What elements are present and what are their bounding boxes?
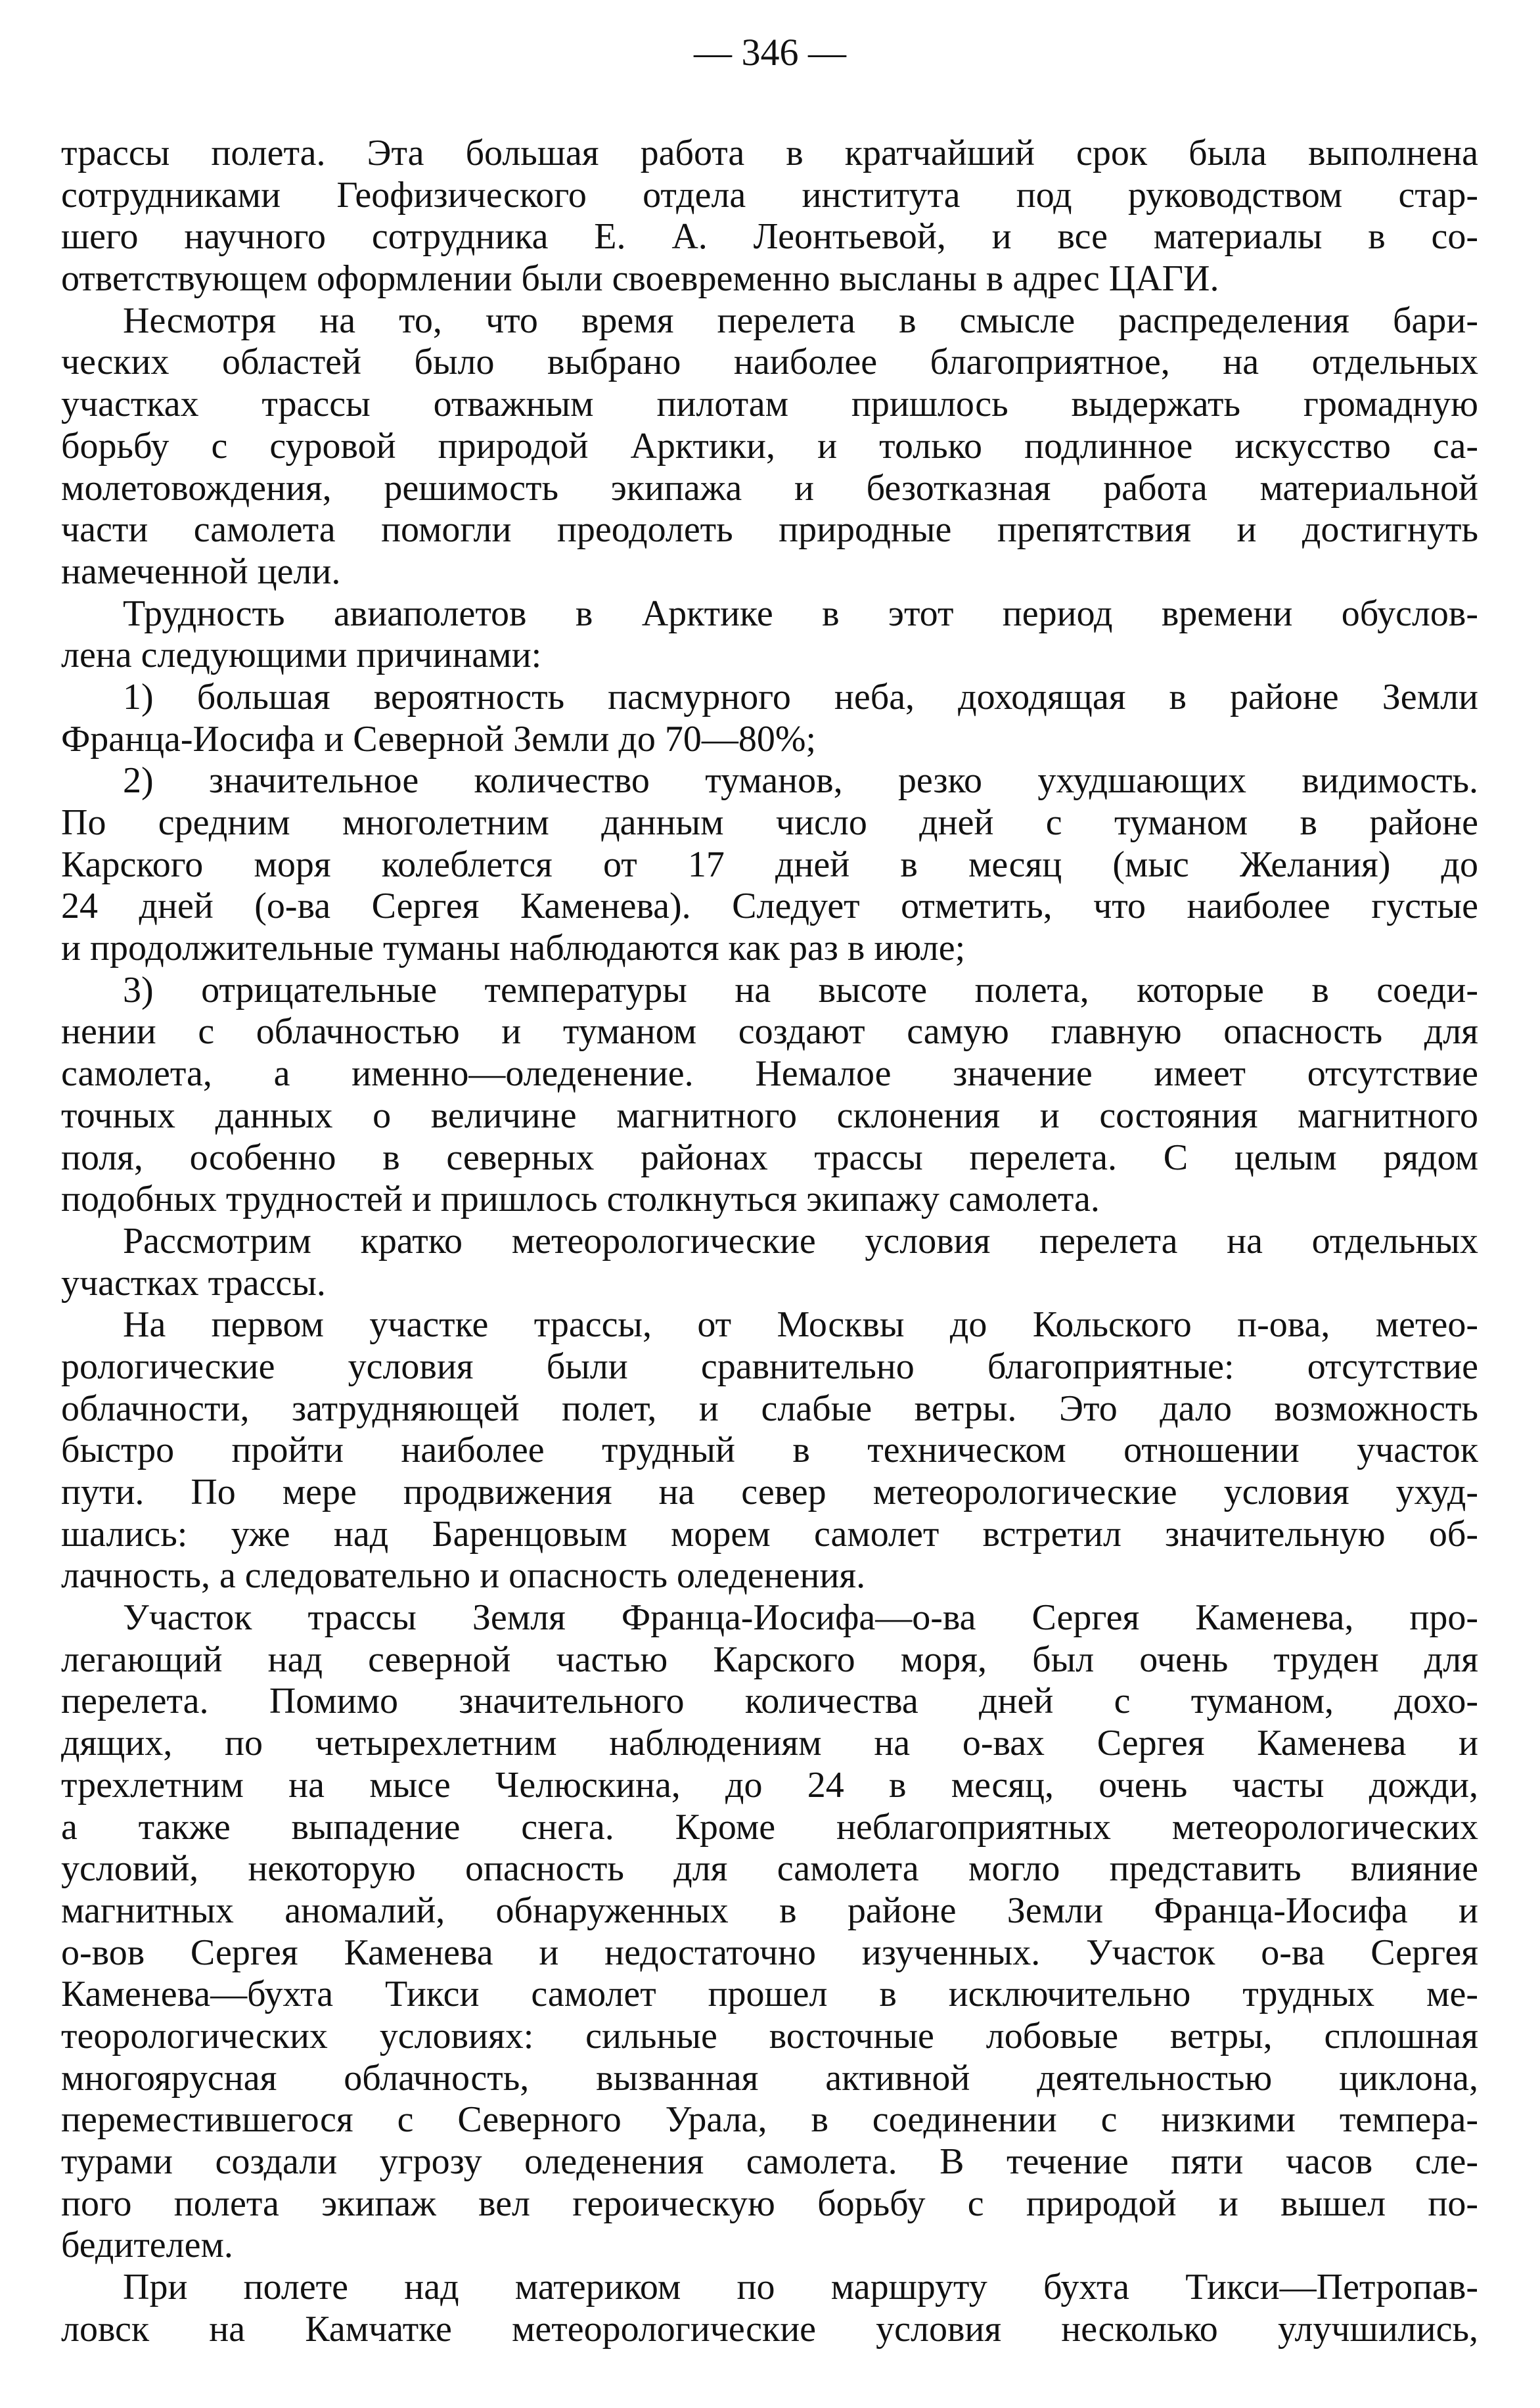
text-line: самолета, а именно—оледенение. Немалое значение имеет отсутствие (61, 1053, 1478, 1095)
paragraph (61, 300, 1478, 593)
text-line: 24 дней (о-ва Сергея Каменева). Следует отметить, что наиболее густые (61, 886, 1478, 927)
text-line: борьбу с суровой природой Арктики, и только подлинное искусство са- (61, 425, 1478, 466)
text-line: При полете над материком по маршруту бухта Тикси—Петропав- (123, 2267, 1478, 2308)
paragraph (61, 1304, 1478, 1597)
paragraph (61, 1597, 1478, 2267)
page-number: — 346 — (694, 31, 846, 74)
text-line: Несмотря на то, что время перелета в смысле распределения бари- (123, 300, 1478, 341)
text-line: Карского моря колеблется от 17 дней в месяц (мыс Желания) до (61, 844, 1478, 885)
body-text (61, 133, 1478, 2350)
text-line: Участок трассы Земля Франца-Иосифа—о-ва Сергея Каменева, про- (123, 1597, 1478, 1639)
text-line: о-вов Сергея Каменева и недостаточно изученных. Участок о-ва Сергея (61, 1932, 1478, 1973)
text-line: быстро пройти наиболее трудный в техническом отношении участок (61, 1430, 1478, 1471)
text-line: сотрудниками Геофизического отдела института под руководством стар- (61, 174, 1478, 216)
paragraph (61, 677, 1478, 760)
text-line: 2) значительное количество туманов, резко ухудшающих видимость. (123, 760, 1478, 802)
text-line: турами создали угрозу оледенения самолета. В течение пяти часов сле- (61, 2141, 1478, 2182)
text-line: переместившегося с Северного Урала, в соединении с низкими темпера- (61, 2099, 1478, 2141)
text-line: облачности, затрудняющей полет, и слабые ветры. Это дало возможность (61, 1388, 1478, 1429)
text-line: многоярусная облачность, вызванная активной деятельностью циклона, (61, 2057, 1478, 2099)
text-line: По средним многолетним данным число дней с туманом в районе (61, 802, 1478, 843)
text-line: участках трассы. (61, 1262, 326, 1304)
text-line: трехлетним на мысе Челюскина, до 24 в месяц, очень часты дожди, (61, 1764, 1478, 1806)
text-line: точных данных о величине магнитного склонения и состояния магнитного (61, 1095, 1478, 1136)
text-line: пого полета экипаж вел героическую борьбу с природой и вышел по- (61, 2183, 1478, 2224)
text-line: части самолета помогли преодолеть природные препятствия и достигнуть (61, 509, 1478, 551)
text-line: шались: уже над Баренцовым морем самолет встретил значительную об- (61, 1513, 1478, 1555)
text-line: Каменева—бухта Тикси самолет прошел в исключительно трудных ме- (61, 1974, 1478, 2015)
text-line: легающий над северной частью Карского моря, был очень труден для (61, 1639, 1478, 1680)
text-line: 1) большая вероятность пасмурного неба, доходящая в районе Земли (123, 676, 1478, 717)
text-line: а также выпадение снега. Кроме неблагоприятных метеорологических (61, 1806, 1478, 1848)
text-line: Франца-Иосифа и Северной Земли до 70—80%; (61, 718, 817, 760)
text-line: магнитных аномалий, обнаруженных в районе Земли Франца-Иосифа и (61, 1890, 1478, 1931)
text-line: трассы полета. Эта большая работа в кратчайший срок была выполнена (61, 133, 1478, 173)
text-line: и продолжительные туманы наблюдаются как раз в июле; (61, 928, 966, 969)
text-line: участках трассы отважным пилотам пришлось выдержать громадную (61, 384, 1478, 425)
paragraph (61, 593, 1478, 677)
text-line: ответствующем оформлении были своевременно высланы в адрес ЦАГИ. (61, 258, 1219, 300)
paragraph (61, 970, 1478, 1221)
text-line: Трудность авиаполетов в Арктике в этот период времени обуслов- (123, 593, 1478, 634)
paragraph (61, 1221, 1478, 1304)
text-line: намеченной цели. (61, 551, 341, 592)
text-line: лачность, а следовательно и опасность оледенения. (61, 1555, 866, 1597)
text-line: На первом участке трассы, от Москвы до Кольского п-ова, метео- (123, 1304, 1478, 1346)
text-line: Рассмотрим кратко метеорологические условия перелета на отдельных (123, 1220, 1478, 1261)
text-line: перелета. Помимо значительного количества дней с туманом, дохо- (61, 1681, 1478, 1722)
text-line: нении с облачностью и туманом создают самую главную опасность для (61, 1011, 1478, 1053)
text-line: поля, особенно в северных районах трассы перелета. С целым рядом (61, 1137, 1478, 1178)
text-line: лена следующими причинами: (61, 635, 542, 676)
paragraph (61, 760, 1478, 969)
text-line: шего научного сотрудника Е. А. Леонтьевой, и все материалы в со- (61, 216, 1478, 258)
text-line: дящих, по четырехлетним наблюдениям на о-вах Сергея Каменева и (61, 1723, 1478, 1764)
text-line: ческих областей было выбрано наиболее благоприятное, на отдельных (61, 342, 1478, 383)
text-line: пути. По мере продвижения на север метеорологические условия ухуд- (61, 1472, 1478, 1512)
text-line: ловск на Камчатке метеорологические условия несколько улучшились, (61, 2308, 1478, 2350)
text-line: молетовождения, решимость экипажа и безотказная работа материальной (61, 467, 1478, 509)
text-line: подобных трудностей и пришлось столкнуться экипажу самолета. (61, 1179, 1100, 1220)
paragraph (61, 133, 1478, 300)
text-line: условий, некоторую опасность для самолета могло представить влияние (61, 1848, 1478, 1890)
text-line: бедителем. (61, 2225, 233, 2266)
text-line: теорологических условиях: сильные восточные лобовые ветры, сплошная (61, 2015, 1478, 2056)
text-line: рологические условия были сравнительно благоприятные: отсутствие (61, 1346, 1478, 1387)
paragraph (61, 2267, 1478, 2350)
text-line: 3) отрицательные температуры на высоте полета, которые в соеди- (123, 969, 1478, 1011)
